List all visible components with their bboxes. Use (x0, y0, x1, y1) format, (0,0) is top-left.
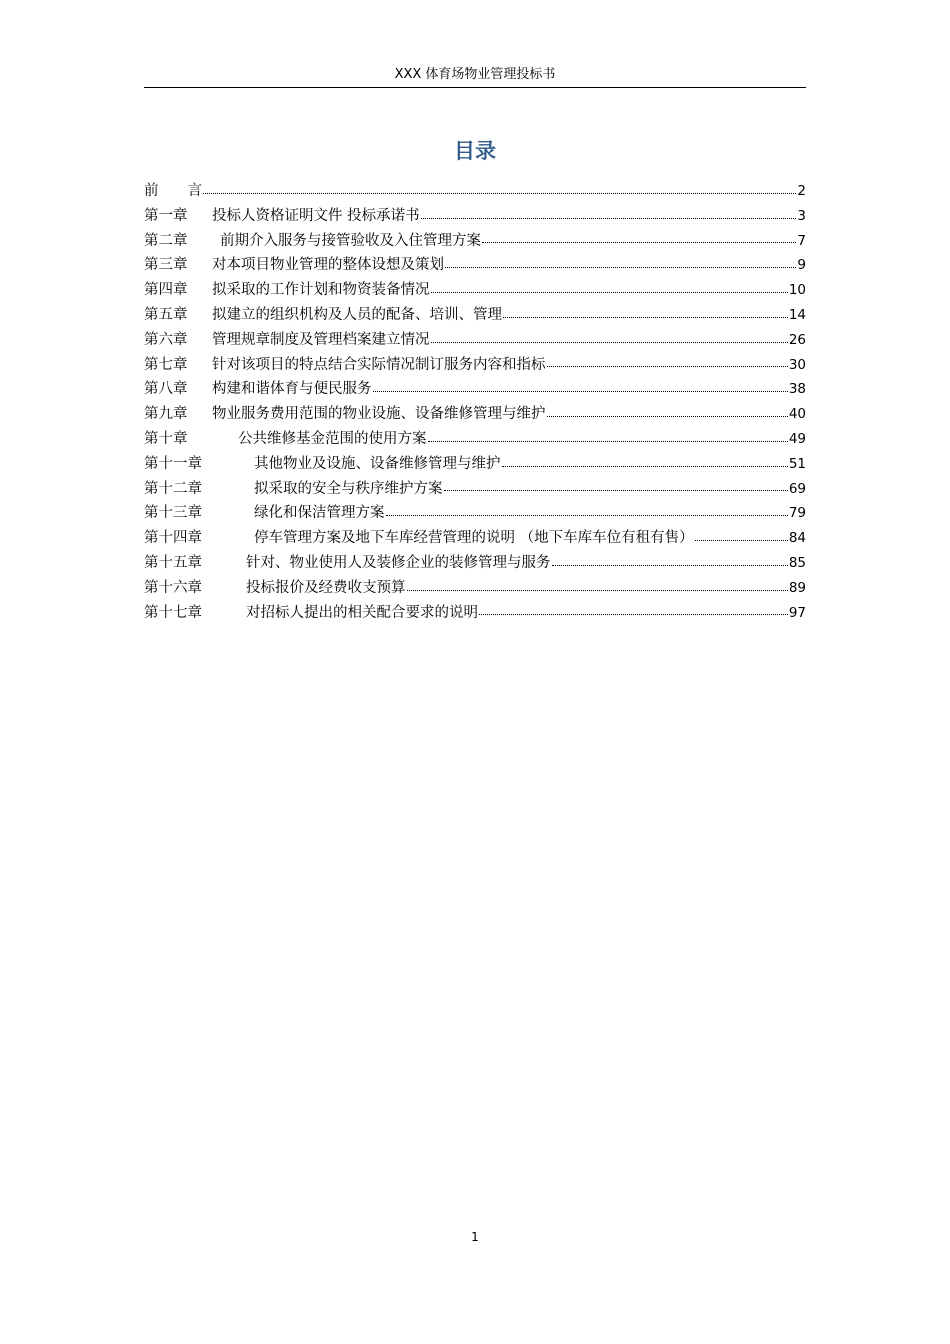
toc-entry-title: 停车管理方案及地下车库经营管理的说明 （地下车库车位有租有售） (254, 530, 694, 547)
toc-entry[interactable] (144, 402, 806, 427)
toc-chapter-label: 第十七章 (144, 604, 202, 621)
toc-entry[interactable] (144, 303, 806, 328)
toc-chapter-label: 第一章 (144, 207, 188, 224)
toc-page-number: 38 (788, 381, 806, 398)
toc-chapter-label: 第七章 (144, 356, 188, 373)
toc-dot-leader (552, 552, 788, 567)
toc-entry-title: 绿化和保洁管理方案 (254, 505, 385, 522)
toc-page-number: 2 (797, 183, 806, 199)
toc-entry-title: 前期介入服务与接管验收及入住管理方案 (220, 232, 481, 249)
toc-dot-leader (421, 205, 797, 220)
toc-entry[interactable] (144, 477, 806, 502)
toc-dot-leader (482, 230, 796, 245)
toc-chapter-label: 第九章 (144, 406, 188, 423)
toc-entry[interactable] (144, 427, 806, 452)
toc-dot-leader (203, 181, 796, 196)
page-number: 1 (471, 1230, 479, 1244)
toc-dot-leader (695, 528, 788, 543)
toc-dot-leader (445, 255, 796, 270)
toc-chapter-label: 第十四章 (144, 530, 202, 547)
toc-entry-title: 针对、物业使用人及装修企业的装修管理与服务 (246, 554, 551, 571)
toc-dot-leader (386, 503, 788, 518)
toc-chapter-label: 第三章 (144, 257, 188, 274)
toc-entry[interactable] (144, 229, 806, 254)
toc-entry-title: 拟采取的安全与秩序维护方案 (254, 480, 443, 497)
toc-page-number: 69 (788, 480, 806, 497)
toc-entry[interactable] (144, 526, 806, 551)
toc-entry[interactable] (144, 204, 806, 229)
toc-entry[interactable] (144, 328, 806, 353)
toc-dot-leader (444, 478, 788, 493)
toc-chapter-label: 第八章 (144, 381, 188, 398)
toc-entry[interactable] (144, 179, 806, 204)
toc-entry-title: 拟建立的组织机构及人员的配备、培训、管理 (212, 306, 502, 323)
toc-page-number: 40 (788, 406, 806, 423)
toc-page-number: 14 (788, 306, 806, 323)
toc-dot-leader (431, 280, 788, 295)
toc-dot-leader (547, 404, 788, 419)
toc-entry[interactable] (144, 278, 806, 303)
toc-entry[interactable] (144, 253, 806, 278)
toc-page-number: 51 (788, 455, 806, 472)
toc-dot-leader (373, 379, 788, 394)
toc-page-number: 26 (788, 331, 806, 348)
toc-chapter-label: 第十一章 (144, 455, 202, 472)
toc-page-number: 10 (788, 282, 806, 299)
toc-dot-leader (547, 354, 788, 369)
toc-chapter-label: 第五章 (144, 306, 188, 323)
toc-chapter-label: 第十二章 (144, 480, 202, 497)
toc-chapter-label: 第二章 (144, 232, 188, 249)
page-header-title: XXX 体育场物业管理投标书 (394, 67, 556, 82)
toc-page-number: 49 (788, 430, 806, 447)
toc-chapter-label: 第十六章 (144, 579, 202, 596)
toc-entry-title: 构建和谐体育与便民服务 (212, 381, 372, 398)
toc-chapter-label: 第四章 (144, 282, 188, 299)
toc-entry-title: 针对该项目的特点结合实际情况制订服务内容和指标 (212, 356, 546, 373)
toc-entry-title: 物业服务费用范围的物业设施、设备维修管理与维护 (212, 406, 546, 423)
header-divider (144, 87, 806, 88)
toc-title: 目录 (454, 139, 496, 163)
toc-page-number: 30 (788, 356, 806, 373)
toc-page-number: 89 (788, 579, 806, 596)
toc-entry-title: 公共维修基金范围的使用方案 (238, 430, 427, 447)
toc-dot-leader (479, 602, 788, 617)
toc-page-number: 79 (788, 505, 806, 522)
toc-entry-title: 对本项目物业管理的整体设想及策划 (212, 257, 444, 274)
toc-page-number: 3 (797, 207, 806, 224)
toc-dot-leader (431, 329, 788, 344)
toc-entry[interactable] (144, 576, 806, 601)
toc-chapter-label: 第十章 (144, 430, 188, 447)
toc-entry-title: 其他物业及设施、设备维修管理与维护 (254, 455, 501, 472)
table-of-contents (144, 179, 806, 625)
toc-dot-leader (503, 304, 788, 319)
toc-chapter-label: 第十五章 (144, 554, 202, 571)
toc-entry-title: 投标报价及经费收支预算 (246, 579, 406, 596)
toc-entry[interactable] (144, 601, 806, 626)
toc-page-number: 9 (797, 257, 806, 274)
toc-entry[interactable] (144, 452, 806, 477)
toc-entry-title: 投标人资格证明文件 投标承诺书 (212, 207, 420, 224)
toc-dot-leader (407, 577, 788, 592)
toc-entry[interactable] (144, 377, 806, 402)
toc-page-number: 97 (788, 604, 806, 621)
toc-chapter-label: 前 言 (144, 183, 202, 199)
toc-dot-leader (428, 428, 788, 443)
toc-entry-title: 管理规章制度及管理档案建立情况 (212, 331, 430, 348)
toc-page-number: 85 (788, 554, 806, 571)
toc-entry[interactable] (144, 551, 806, 576)
toc-entry-title: 拟采取的工作计划和物资装备情况 (212, 282, 430, 299)
toc-dot-leader (502, 453, 788, 468)
toc-entry-title: 对招标人提出的相关配合要求的说明 (246, 604, 478, 621)
toc-page-number: 84 (788, 530, 806, 547)
toc-entry[interactable] (144, 353, 806, 378)
toc-chapter-label: 第六章 (144, 331, 188, 348)
toc-page-number: 7 (797, 232, 806, 249)
toc-chapter-label: 第十三章 (144, 505, 202, 522)
toc-entry[interactable] (144, 501, 806, 526)
